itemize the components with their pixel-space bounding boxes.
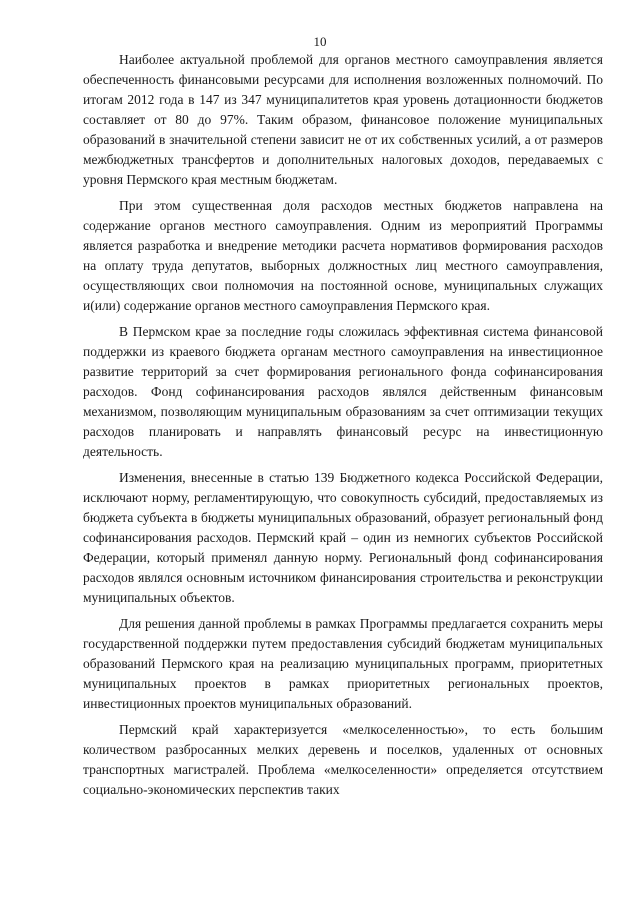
- paragraph-5: Для решения данной проблемы в рамках Программы предлагается сохранить меры государственной поддержки путем предоставления субсидий бюджетам муниципальных образований Пермского края на реализацию муниципальных программ, приоритетных муниципальных проектов в рамках приоритетных региональных проектов, инвестиционных проектов муниципальных образований.: [83, 616, 603, 711]
- document-body: [83, 50, 603, 806]
- paragraph-4: Изменения, внесенные в статью 139 Бюджетного кодекса Российской Федерации, исключают норму, регламентирующую, что совокупность субсидий, предоставляемых из бюджета субъекта в бюджеты муниципальных образований, образует региональный фонд софинансирования расходов. Пермский край – один из немногих субъектов Российской Федерации, который применял данную норму. Региональный фонд софинансирования расходов являлся основным источником финансирования строительства и реконструкции муниципальных объектов.: [83, 470, 603, 605]
- paragraph-2: При этом существенная доля расходов местных бюджетов направлена на содержание органов местного самоуправления. Одним из мероприятий Программы является разработка и внедрение методики расчета нормативов формирования расходов на оплату труда депутатов, выборных должностных лиц местного самоуправления, осуществляющих свои полномочия на постоянной основе, муниципальных служащих и(или) содержание органов местного самоуправления Пермского края.: [83, 198, 603, 313]
- paragraph-3: В Пермском крае за последние годы сложилась эффективная система финансовой поддержки из краевого бюджета органам местного самоуправления на инвестиционное развитие территорий за счет формирования регионального фонда софинансирования расходов. Фонд софинансирования расходов являлся действенным финансовым механизмом, позволяющим муниципальным образованиям за счет оптимизации текущих расходов планировать и направлять финансовый ресурс на инвестиционную деятельность.: [83, 324, 603, 459]
- paragraph-6: Пермский край характеризуется «мелкоселенностью», то есть большим количеством разбросанных мелких деревень и поселков, удаленных от основных транспортных магистралей. Проблема «мелкоселенности» определяется отсутствием социально-экономических перспектив таких: [83, 722, 603, 797]
- page-number: 10: [313, 34, 327, 49]
- paragraph-1: Наиболее актуальной проблемой для органов местного самоуправления является обеспеченность финансовыми ресурсами для исполнения возложенных полномочий. По итогам 2012 года в 147 из 347 муниципалитетов края уровень дотационности бюджетов составляет от 80 до 97%. Таким образом, финансовое положение муниципальных образований в значительной степени зависит не от их собственных усилий, а от размеров межбюджетных трансфертов и дополнительных налоговых доходов, передаваемых с уровня Пермского края местным бюджетам.: [83, 52, 603, 187]
